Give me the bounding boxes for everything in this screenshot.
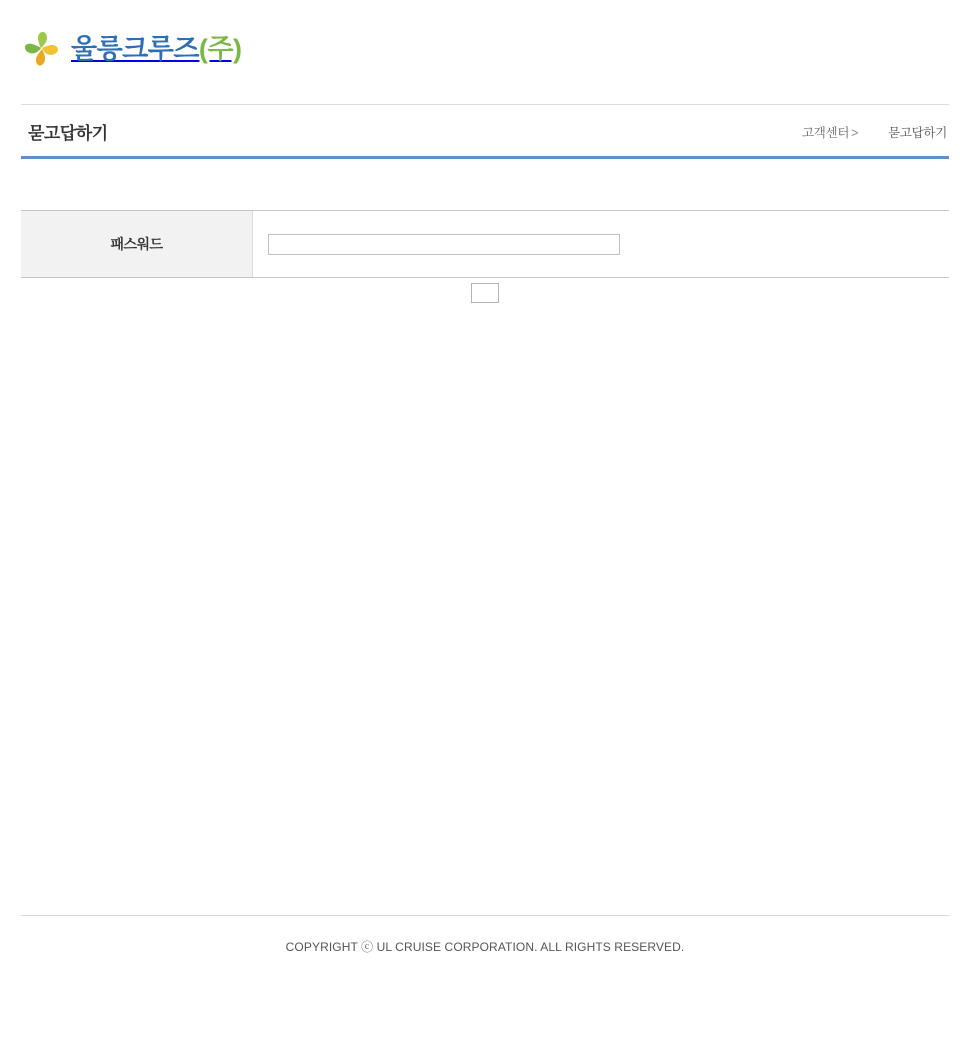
logo-text-main: 울릉크루즈 [71, 33, 199, 64]
copyright-text: COPYRIGHT ⓒ UL CRUISE CORPORATION. ALL RIGHTS RESERVED. [285, 940, 685, 954]
page-title: 묻고답하기 [28, 124, 108, 143]
breadcrumb [802, 123, 947, 141]
site-footer [21, 915, 949, 955]
main-content [21, 210, 949, 303]
password-input[interactable] [268, 234, 620, 255]
site-logo-text [71, 33, 242, 64]
submit-row [21, 283, 949, 303]
site-header [0, 0, 970, 104]
site-logo-link[interactable] [22, 28, 242, 70]
password-form-table [21, 210, 949, 278]
breadcrumb-parent[interactable]: 고객센터 [802, 126, 850, 140]
password-row [21, 211, 949, 277]
breadcrumb-separator: > [851, 126, 859, 140]
password-field-cell [253, 211, 949, 277]
password-label: 패스워드 [21, 211, 253, 277]
pinwheel-flower-logo-icon [22, 28, 62, 70]
breadcrumb-current: 묻고답하기 [888, 126, 947, 140]
page-titlebar [21, 104, 949, 159]
submit-button[interactable] [471, 283, 499, 303]
logo-text-suffix: (주) [198, 33, 242, 64]
